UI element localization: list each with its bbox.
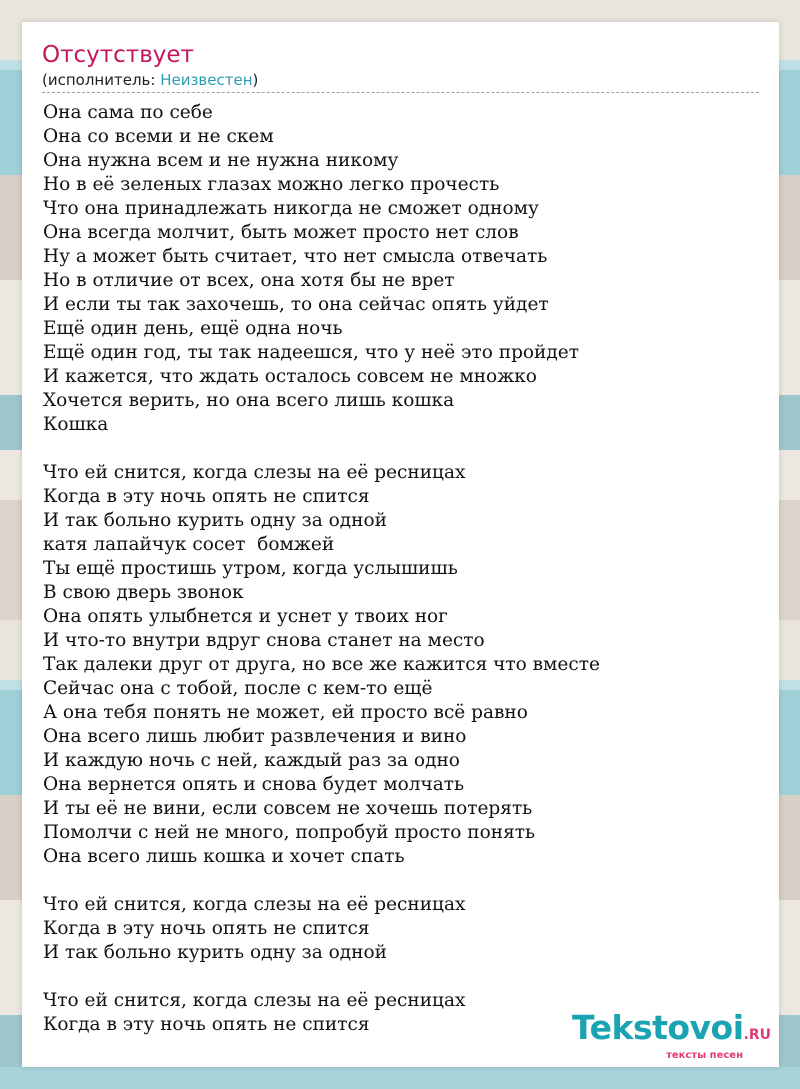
song-header [42, 40, 759, 93]
logo-main-text: Tekstovoi [571, 1008, 744, 1047]
lyric-line: Она вернется опять и снова будет молчать [43, 774, 465, 795]
lyric-line: Она всегда молчит, быть может просто нет слов [43, 222, 519, 243]
lyric-line: Она со всеми и не скем [43, 126, 274, 147]
site-logo[interactable] [571, 1008, 771, 1061]
lyric-line: Сейчас она с тобой, после с кем-то ещё [43, 678, 433, 699]
lyrics-text [43, 101, 769, 1037]
logo-tagline: тексты песен [666, 1050, 743, 1061]
lyric-line: И так больно курить одну за одной [43, 510, 387, 531]
lyric-line: Ещё один год, ты так надеешся, что у неё это пройдет [43, 342, 579, 363]
lyric-line: В свою дверь звонок [43, 582, 244, 603]
lyric-line: Но в отличие от всех, она хотя бы не врет [43, 270, 455, 291]
lyric-line: Когда в эту ночь опять не спится [43, 918, 370, 939]
artist-suffix: ) [252, 71, 259, 89]
stanza-break [43, 965, 769, 989]
lyric-line: И так больно курить одну за одной [43, 942, 387, 963]
lyric-line: Что ей снится, когда слезы на её ресницах [43, 990, 466, 1011]
lyric-line: Она сама по себе [43, 102, 213, 123]
lyric-line: А она тебя понять не может, ей просто всё равно [43, 702, 528, 723]
lyrics-card [22, 22, 779, 1067]
lyric-line: И если ты так захочешь, то она сейчас опять уйдет [43, 294, 549, 315]
lyric-line: Хочется верить, но она всего лишь кошка [43, 390, 455, 411]
lyric-line: Кошка [43, 414, 109, 435]
lyric-line: Ты ещё простишь утром, когда услышишь [43, 558, 458, 579]
lyric-line: Она нужна всем и не нужна никому [43, 150, 399, 171]
lyric-line: Ещё один день, ещё одна ночь [43, 318, 343, 339]
lyric-line: И каждую ночь с ней, каждый раз за одно [43, 750, 460, 771]
song-title: Отсутствует [42, 42, 194, 68]
lyric-line: И кажется, что ждать осталось совсем не множко [43, 366, 537, 387]
lyric-line: Что ей снится, когда слезы на её ресницах [43, 462, 466, 483]
artist-line [42, 70, 759, 93]
logo-domain-suffix: .RU [743, 1027, 771, 1043]
background-stripe [0, 1067, 800, 1089]
lyric-line: И что-то внутри вдруг снова станет на место [43, 630, 485, 651]
lyric-line: Она всего лишь любит развлечения и вино [43, 726, 467, 747]
artist-prefix: (исполнитель: [42, 71, 161, 89]
lyric-line: Она опять улыбнется и уснет у твоих ног [43, 606, 448, 627]
lyric-line: Так далеки друг от друга, но все же кажится что вместе [43, 654, 600, 675]
lyric-line: Что ей снится, когда слезы на её ресницах [43, 894, 466, 915]
lyric-line: Она всего лишь кошка и хочет спать [43, 846, 405, 867]
lyric-line: Когда в эту ночь опять не спится [43, 486, 370, 507]
lyric-line: Помолчи с ней не много, попробуй просто понять [43, 822, 536, 843]
lyric-line: Ну а может быть считает, что нет смысла отвечать [43, 246, 548, 267]
lyric-line: Но в её зеленых глазах можно легко прочесть [43, 174, 500, 195]
logo-wordmark [571, 1008, 771, 1052]
artist-link[interactable]: Неизвестен [160, 71, 253, 89]
lyric-line: И ты её не вини, если совсем не хочешь потерять [43, 798, 533, 819]
lyric-line: Что она принадлежать никогда не сможет одному [43, 198, 539, 219]
lyric-line: катя лапайчук сосет бомжей [43, 534, 335, 555]
stanza-break [43, 437, 769, 461]
stanza-break [43, 869, 769, 893]
lyric-line: Когда в эту ночь опять не спится [43, 1014, 370, 1035]
